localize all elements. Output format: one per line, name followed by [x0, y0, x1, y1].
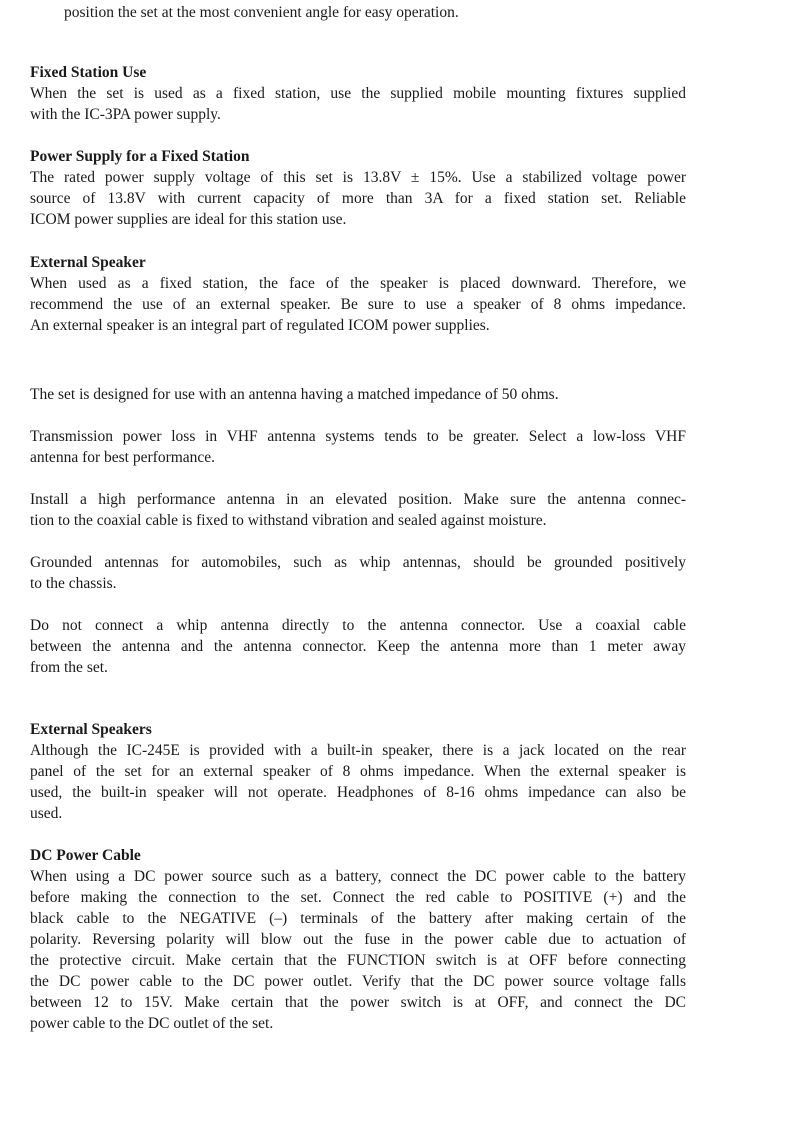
paragraph-line: before making the connection to the set. Connect the red cable to POSITIVE (+) and the — [30, 889, 686, 906]
section-fixed-station-use — [30, 62, 686, 125]
paragraph-line: used, the built-in speaker will not operate. Headphones of 8-16 ohms impedance can also be — [30, 784, 686, 801]
paragraph-line: with the IC-3PA power supply. — [30, 106, 221, 123]
paragraph-line: black cable to the NEGATIVE (–) terminals of the battery after making certain of the — [30, 910, 686, 927]
paragraph-line: power cable to the DC outlet of the set. — [30, 1015, 274, 1032]
paragraph-line: When the set is used as a fixed station, use the supplied mobile mounting fixtures supplied — [30, 85, 686, 102]
section-heading: External Speaker — [30, 254, 146, 271]
paragraph-line: between 12 to 15V. Make certain that the power switch is at OFF, and connect the DC — [30, 994, 686, 1011]
paragraph-line: recommend the use of an external speaker. Be sure to use a speaker of 8 ohms impedance. — [30, 296, 686, 313]
paragraph-antenna-impedance — [30, 384, 686, 405]
paragraph-line: the DC power cable to the DC power outlet. Verify that the DC power source voltage falls — [30, 973, 686, 990]
intro-line: position the set at the most convenient angle for easy operation. — [64, 4, 459, 21]
section-dc-power-cable — [30, 845, 686, 1034]
section-heading: External Speakers — [30, 721, 152, 738]
paragraph-line: Grounded antennas for automobiles, such as whip antennas, should be grounded positively — [30, 554, 686, 571]
paragraph-grounded-antennas — [30, 552, 686, 594]
paragraph-line: antenna for best performance. — [30, 449, 216, 466]
paragraph-line: Transmission power loss in VHF antenna systems tends to be greater. Select a low-loss VHF — [30, 428, 686, 445]
section-heading: Fixed Station Use — [30, 64, 147, 81]
paragraph-line: When using a DC power source such as a battery, connect the DC power cable to the battery — [30, 868, 686, 885]
paragraph-line: Although the IC-245E is provided with a built-in speaker, there is a jack located on the rear — [30, 742, 686, 759]
paragraph-line: between the antenna and the antenna connector. Keep the antenna more than 1 meter away — [30, 638, 686, 655]
section-heading: DC Power Cable — [30, 847, 141, 864]
section-external-speakers — [30, 719, 686, 824]
paragraph-line: ICOM power supplies are ideal for this station use. — [30, 211, 347, 228]
paragraph-line: An external speaker is an integral part of regulated ICOM power supplies. — [30, 317, 490, 334]
paragraph-line: The rated power supply voltage of this set is 13.8V ± 15%. Use a stabilized voltage power — [30, 169, 686, 186]
paragraph-line: used. — [30, 805, 63, 822]
section-heading: Power Supply for a Fixed Station — [30, 148, 250, 165]
paragraph-whip-antenna — [30, 615, 686, 678]
paragraph-line: panel of the set for an external speaker of 8 ohms impedance. When the external speaker is — [30, 763, 686, 780]
paragraph-line: Do not connect a whip antenna directly to the antenna connector. Use a coaxial cable — [30, 617, 686, 634]
paragraph-line: to the chassis. — [30, 575, 117, 592]
section-external-speaker — [30, 252, 686, 336]
paragraph-line: from the set. — [30, 659, 108, 676]
intro-paragraph — [64, 2, 720, 23]
section-power-supply — [30, 146, 686, 230]
paragraph-line: The set is designed for use with an antenna having a matched impedance of 50 ohms. — [30, 386, 559, 403]
paragraph-line: Install a high performance antenna in an elevated position. Make sure the antenna connec- — [30, 491, 686, 508]
paragraph-line: tion to the coaxial cable is fixed to withstand vibration and sealed against moisture. — [30, 512, 547, 529]
paragraph-line: source of 13.8V with current capacity of more than 3A for a fixed station set. Reliable — [30, 190, 686, 207]
paragraph-transmission-loss — [30, 426, 686, 468]
paragraph-line: When used as a fixed station, the face of the speaker is placed downward. Therefore, we — [30, 275, 686, 292]
paragraph-install-antenna — [30, 489, 686, 531]
paragraph-line: polarity. Reversing polarity will blow out the fuse in the power cable due to actuation of — [30, 931, 686, 948]
paragraph-line: the protective circuit. Make certain that the FUNCTION switch is at OFF before connecting — [30, 952, 686, 969]
